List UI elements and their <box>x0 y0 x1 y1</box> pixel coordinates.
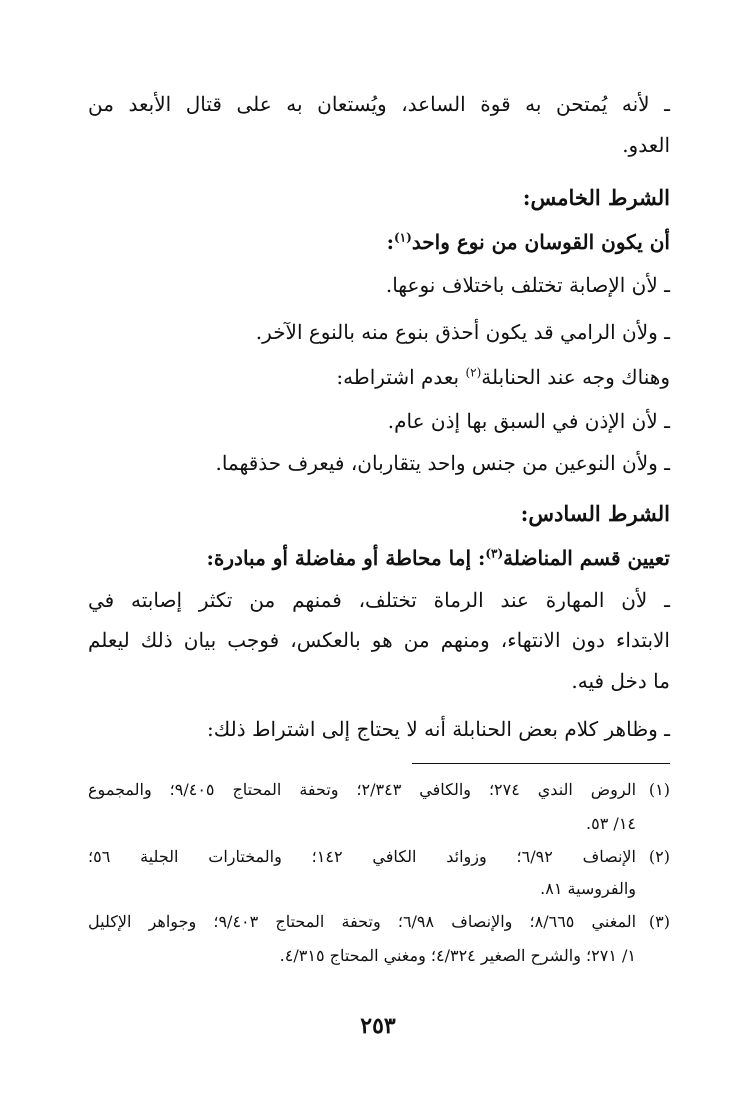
footnote-2-line-2: والفروسية ٨١. <box>540 879 636 898</box>
hanbali-reason-1: ـ لأن الإذن في السبق بها إذن عام. <box>387 409 670 433</box>
paragraph-line-2: العدو. <box>622 133 670 157</box>
footnote-1-line-2: ١٤/ ٥٣. <box>586 814 636 833</box>
sixth-condition-reason-line-1: ـ لأن المهارة عند الرماة تختلف، فمنهم من تكثر إصابته في <box>88 588 670 612</box>
hanbali-view-line <box>336 367 670 387</box>
page-number: ٢٥٣ <box>360 1013 396 1039</box>
hanbali-view-text: وهناك وجه عند الحنابلة <box>481 365 670 389</box>
footnote-reference-1: (١) <box>393 230 412 245</box>
footnote-1-line-1: الروض الندي ٢٧٤؛ والكافي ٢/٣٤٣؛ وتحفة المحتاج ٩/٤٠٥؛ والمجموع <box>88 780 637 799</box>
sixth-condition-reason-line-2: الابتداء دون الانتهاء، ومنهم من هو بالعكس، فوجب بيان ذلك ليعلم <box>88 628 670 652</box>
hanbali-reason-2: ـ ولأن النوعين من جنس واحد يتقاربان، فيعرف حذقهما. <box>215 451 670 475</box>
footnote-separator <box>412 763 670 764</box>
footnote-number-1: (١) <box>648 780 670 799</box>
section-heading-fifth-condition: الشرط الخامس: <box>522 185 670 210</box>
sixth-condition-reason-2: ـ وظاهر كلام بعض الحنابلة أنه لا يحتاج إلى اشتراط ذلك: <box>207 717 670 741</box>
footnote-3-line-1: المغني ٨/٦٦٥؛ والإنصاف ٦/٩٨؛ وتحفة المحتاج ٩/٤٠٣؛ وجواهر الإكليل <box>88 912 637 931</box>
footnote-reference-2: (٢) <box>465 365 482 380</box>
footnote-number-3: (٣) <box>648 912 670 931</box>
footnote-number-2: (٢) <box>648 847 670 866</box>
sixth-condition-text: تعيين قسم المناضلة <box>503 546 670 570</box>
footnote-3-line-2: ١/ ٢٧١؛ والشرح الصغير ٤/٣٢٤؛ ومغني المحتاج ٤/٣١٥. <box>279 946 636 965</box>
footnote-2-line-1: الإنصاف ٦/٩٢؛ وزوائد الكافي ١٤٢؛ والمختارات الجلية ٥٦؛ <box>88 847 637 866</box>
section-heading-sixth-condition: الشرط السادس: <box>520 501 670 526</box>
fifth-condition-text: أن يكون القوسان من نوع واحد <box>411 230 670 254</box>
paragraph-line-1: ـ لأنه يُمتحن به قوة الساعد، ويُستعان به على قتال الأبعد من <box>88 92 670 116</box>
sixth-condition-statement <box>207 548 670 568</box>
footnote-reference-3: (٣) <box>485 546 504 561</box>
fifth-condition-reason-2: ـ ولأن الرامي قد يكون أحذق بنوع منه بالنوع الآخر. <box>255 320 670 344</box>
sixth-condition-rest: : إما محاطة أو مفاضلة أو مبادرة: <box>206 546 486 570</box>
fifth-condition-statement <box>387 232 670 252</box>
sixth-condition-reason-line-3: ما دخل فيه. <box>571 669 670 693</box>
fifth-condition-reason-1: ـ لأن الإصابة تختلف باختلاف نوعها. <box>385 273 670 297</box>
hanbali-view-rest: بعدم اشتراطه: <box>336 365 466 389</box>
fifth-condition-colon: : <box>386 230 394 254</box>
